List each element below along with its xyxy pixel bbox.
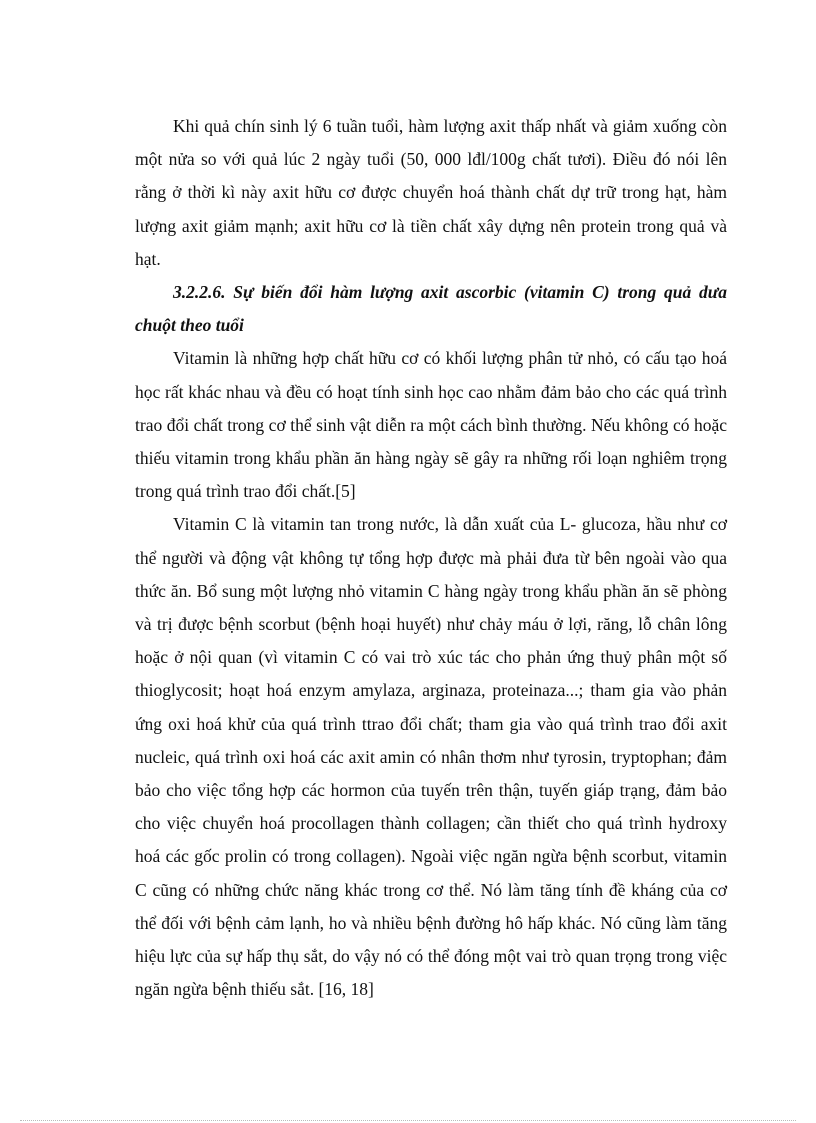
document-body <box>135 110 727 1006</box>
paragraph-vitamin-c: Vitamin C là vitamin tan trong nước, là dẫn xuất của L- glucoza, hầu như cơ thể người và động vật không tự tổng hợp được mà phải đưa từ bên ngoài vào qua thức ăn. Bổ sung một lượng nhỏ vitamin C hàng ngày trong khẩu phần ăn sẽ phòng và trị được bệnh scorbut (bệnh hoại huyết) như chảy máu ở lợi, răng, lỗ chân lông hoặc ở nội quan (vì vitamin C có vai trò xúc tác cho phản ứng thuỷ phân một số thioglycosit; hoạt hoá enzym amylaza, arginaza, proteinaza...; tham gia vào phản ứng oxi hoá khử của quá trình ttrao đổi chất; tham gia vào quá trình trao đổi axit nucleic, quá trình oxi hoá các axit amin có nhân thơm như tyrosin, tryptophan; đảm bảo cho việc tổng hợp các hormon của tuyến trên thận, tuyến giáp trạng, đảm bảo cho việc chuyển hoá procollagen thành collagen; cần thiết cho quá trình hydroxy hoá các gốc prolin có trong collagen). Ngoài việc ngăn ngừa bệnh scorbut, vitamin C cũng có những chức năng khác trong cơ thể. Nó làm tăng tính đề kháng của cơ thể đối với bệnh cảm lạnh, ho và nhiều bệnh đường hô hấp khác. Nó cũng làm tăng hiệu lực của sự hấp thụ sắt, do vậy nó có thể đóng một vai trò quan trọng trong việc ngăn ngừa bệnh thiếu sắt. [16, 18] <box>135 514 727 1000</box>
paragraph-acid-content: Khi quả chín sinh lý 6 tuần tuổi, hàm lượng axit thấp nhất và giảm xuống còn một nửa so với quả lúc 2 ngày tuổi (50, 000 lđl/100g chất tươi). Điều đó nói lên rằng ở thời kì này axit hữu cơ được chuyển hoá thành chất dự trữ trong hạt, hàm lượng axit giảm mạnh; axit hữu cơ là tiền chất xây dựng nên protein trong quả và hạt. <box>135 116 727 269</box>
paragraph-vitamin-definition: Vitamin là những hợp chất hữu cơ có khối lượng phân tử nhỏ, có cấu tạo hoá học rất khác nhau và đều có hoạt tính sinh học cao nhằm đảm bảo cho các quá trình trao đổi chất trong cơ thể sinh vật diễn ra một cách bình thường. Nếu không có hoặc thiếu vitamin trong khẩu phần ăn hàng ngày sẽ gây ra những rối loạn nghiêm trọng trong quá trình trao đổi chất.[5] <box>135 348 727 502</box>
section-heading: 3.2.2.6. Sự biến đổi hàm lượng axit ascorbic (vitamin C) trong quả dưa chuột theo tuổi <box>135 282 727 336</box>
page-bottom-divider <box>20 1120 796 1121</box>
